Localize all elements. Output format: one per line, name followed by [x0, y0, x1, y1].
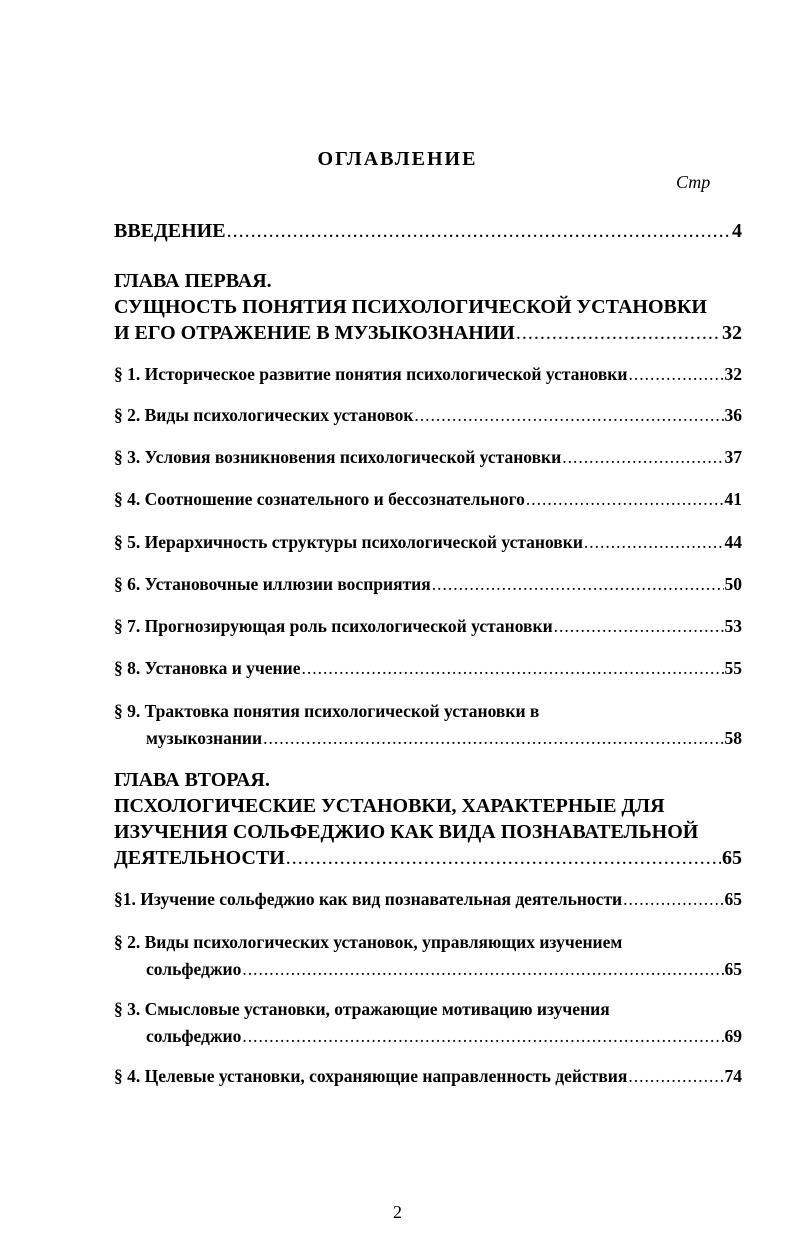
page-title: ОГЛАВЛЕНИЕ	[317, 148, 478, 170]
dot-leader	[286, 845, 721, 871]
toc-section	[114, 402, 742, 429]
section-title: § 4. Соотношение сознательного и бессознательного	[114, 489, 525, 509]
entry-page: 65	[722, 847, 742, 869]
toc-section	[114, 486, 742, 513]
section-title-continued: сольфеджио	[146, 1026, 242, 1046]
dot-leader	[263, 725, 723, 752]
toc-section	[114, 613, 742, 640]
toc-chapter-2	[114, 767, 742, 871]
toc-section	[114, 929, 742, 983]
section-title: § 7. Прогнозирующая роль психологической установки	[114, 616, 553, 636]
dot-leader	[242, 1023, 723, 1050]
dot-leader	[554, 613, 724, 640]
section-page: 37	[724, 447, 742, 467]
chapter-title-line: ДЕЯТЕЛЬНОСТИ	[114, 847, 285, 869]
dot-leader	[584, 529, 724, 556]
section-page: 50	[724, 574, 742, 594]
toc-section	[114, 529, 742, 556]
section-page: 41	[724, 489, 742, 509]
entry-page: 32	[722, 322, 742, 344]
section-page: 65	[724, 959, 742, 979]
section-title-continued: музыкознании	[146, 728, 263, 748]
section-page: 53	[724, 616, 742, 636]
section-title-continued: сольфеджио	[146, 959, 242, 979]
dot-leader	[242, 956, 723, 983]
section-title: § 3. Условия возникновения психологической установки	[114, 447, 562, 467]
section-title: § 8. Установка и учение	[114, 658, 301, 678]
section-title: § 9. Трактовка понятия психологической установки в	[114, 701, 540, 721]
section-title: § 6. Установочные иллюзии восприятия	[114, 574, 431, 594]
dot-leader	[526, 486, 724, 513]
section-title: §1. Изучение сольфеджио как вид познавательная деятельности	[114, 889, 623, 909]
toc-entry-introduction	[114, 218, 742, 244]
section-title: § 5. Иерархичность структуры психологической установки	[114, 532, 583, 552]
chapter-label: ГЛАВА ВТОРАЯ.	[114, 769, 270, 791]
section-title: § 4. Целевые установки, сохраняющие направленность действия	[114, 1066, 628, 1086]
chapter-title-line: И ЕГО ОТРАЖЕНИЕ В МУЗЫКОЗНАНИИ	[114, 322, 515, 344]
section-page: 58	[724, 728, 742, 748]
toc-section	[114, 698, 742, 752]
chapter-title-line: ИЗУЧЕНИЯ СОЛЬФЕДЖИО КАК ВИДА ПОЗНАВАТЕЛЬНОЙ	[114, 821, 699, 843]
toc-section	[114, 1063, 742, 1090]
toc-section	[114, 886, 742, 913]
section-title: § 3. Смысловые установки, отражающие мотивацию изучения	[114, 999, 610, 1019]
chapter-title-line: СУЩНОСТЬ ПОНЯТИЯ ПСИХОЛОГИЧЕСКОЙ УСТАНОВКИ	[114, 296, 707, 318]
entry-page: 4	[732, 220, 742, 242]
entry-title: ВВЕДЕНИЕ	[114, 220, 226, 242]
dot-leader	[628, 361, 723, 388]
dot-leader	[628, 1063, 723, 1090]
section-page: 55	[724, 658, 742, 678]
section-page: 36	[724, 405, 742, 425]
toc-section	[114, 996, 742, 1050]
toc-section	[114, 571, 742, 598]
dot-leader	[301, 655, 723, 682]
section-page: 65	[724, 889, 742, 909]
section-title: § 2. Виды психологических установок, управляющих изучением	[114, 932, 623, 952]
dot-leader	[227, 218, 731, 244]
dot-leader	[562, 444, 723, 471]
toc-chapter-1	[114, 268, 742, 346]
section-page: 69	[724, 1026, 742, 1046]
dot-leader	[623, 886, 723, 913]
dot-leader	[432, 571, 724, 598]
section-page: 32	[724, 364, 742, 384]
chapter-title-line: ПСХОЛОГИЧЕСКИЕ УСТАНОВКИ, ХАРАКТЕРНЫЕ ДЛЯ	[114, 795, 665, 817]
toc-section	[114, 444, 742, 471]
section-title: § 1. Историческое развитие понятия психологической установки	[114, 364, 628, 384]
section-page: 44	[724, 532, 742, 552]
dot-leader	[414, 402, 723, 429]
page-column-label: Стр	[676, 172, 711, 192]
chapter-label: ГЛАВА ПЕРВАЯ.	[114, 270, 272, 292]
page-number: 2	[393, 1202, 402, 1222]
toc-section	[114, 655, 742, 682]
section-page: 74	[724, 1066, 742, 1086]
dot-leader	[516, 320, 721, 346]
toc-section	[114, 361, 742, 388]
section-title: § 2. Виды психологических установок	[114, 405, 414, 425]
